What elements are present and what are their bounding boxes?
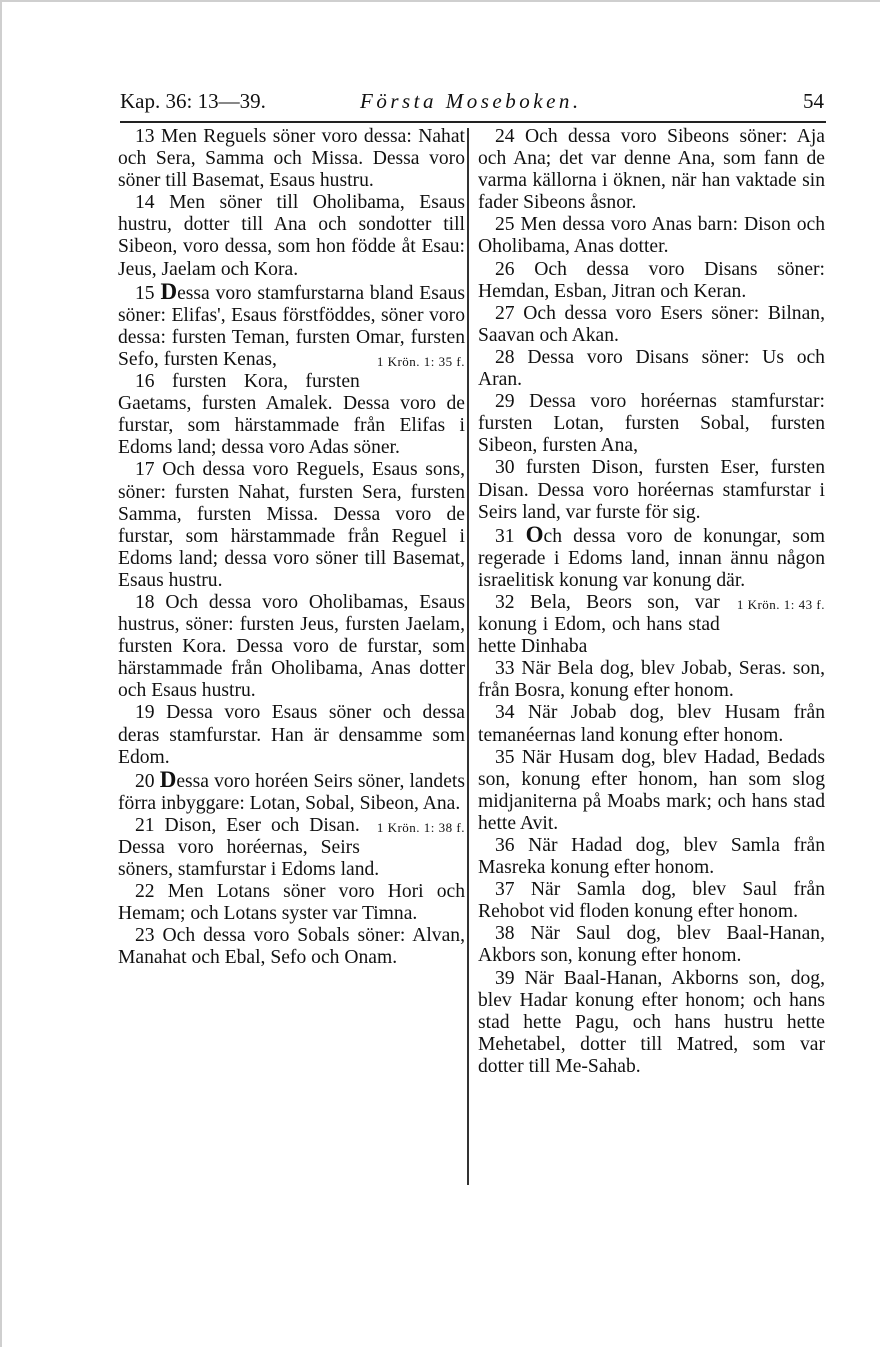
verse-text: När Samla dog, blev Saul från Rehobot vid floden konung efter honom.: [478, 879, 825, 923]
verse-number: 25: [495, 214, 515, 236]
verse-23: [118, 925, 465, 969]
verse-text: När Husam dog, blev Hadad, Bedads son, konung efter honom, han som slog midjaniterna på Moabs mark; och hans stad hette Avit.: [478, 746, 825, 834]
verse-text: fursten Kora, fursten Gaetams, fursten Amalek. Dessa voro de furstar, som härstammade från Elifas i Edoms land; dessa voro Adas söner.: [118, 371, 465, 459]
verse-36: [478, 835, 825, 879]
verse-number: 15: [135, 282, 155, 304]
verse-number: 23: [135, 925, 155, 947]
verse-number: 18: [135, 591, 155, 613]
verse-number: 31: [495, 525, 515, 547]
verse-text: Och dessa voro Disans söner: Hemdan, Esban, Jitran och Keran.: [478, 258, 825, 302]
verse-14: [118, 192, 465, 280]
verse-text: Men söner till Oholibama, Esaus hustru, dotter till Ana och sondotter till Sibeon, voro dessa, som hon födde åt Esau: Jeus, Jaelam och Kora.: [118, 192, 465, 280]
book-title: Första Moseboken.: [360, 89, 582, 113]
verse-text: När Saul dog, blev Baal-Hanan, Akbors son, konung efter honom.: [478, 923, 825, 967]
scan-edge-left: [0, 0, 2, 1347]
scan-edge-top: [0, 0, 880, 2]
verse-number: 28: [495, 346, 515, 368]
verse-number: 22: [135, 881, 155, 903]
verse-number: 19: [135, 702, 155, 724]
header-rule: [120, 121, 826, 123]
verse-text: När Bela dog, blev Jobab, Seras. son, från Bosra, konung efter honom.: [478, 658, 825, 702]
verse-number: 34: [495, 702, 515, 724]
verse-text: fursten Dison, fursten Eser, fursten Disan. Dessa voro horéernas stamfurstar i Seirs land, var furste för sig.: [478, 457, 825, 523]
page-number: 54: [803, 89, 824, 113]
verse-text: Dessa voro Disans söner: Us och Aran.: [478, 346, 825, 391]
verse-38: [478, 923, 825, 967]
verse-number: 14: [135, 192, 155, 214]
verse-19: [118, 702, 465, 768]
verse-29: [478, 391, 825, 457]
verse-number: 32: [495, 591, 515, 613]
verse-number: 38: [495, 923, 515, 945]
verse-number: 17: [135, 459, 155, 481]
verse-number: 33: [495, 658, 515, 680]
verse-text: Men dessa voro Anas barn: Dison och Oholibama, Anas dotter.: [478, 214, 825, 258]
cross-reference: 1 Krön. 1: 35 f.: [376, 353, 465, 369]
cross-reference: 1 Krön. 1: 43 f.: [736, 596, 825, 612]
verse-text: Bela, Beors son, var konung i Edom, och hans stad hette Dinhaba: [478, 591, 720, 658]
verse-25: [478, 214, 825, 258]
verse-text: ch dessa voro de konungar, som regerade i Edoms land, innan ännu någon israelitisk konung var konung där.: [478, 525, 825, 591]
cross-reference: 1 Krön. 1: 38 f.: [376, 819, 465, 835]
verse-number: 37: [495, 879, 515, 901]
verse-number: 27: [495, 302, 515, 324]
verse-text: Och dessa voro Sibeons söner: Aja och Ana; det var denne Ana, som fann de varma källorna i öknen, när han vaktade sin fader Sibeons åsnor.: [478, 126, 825, 214]
verse-number: 24: [495, 126, 515, 147]
verse-text: Dison, Eser och Disan. Dessa voro horéernas, Seirs söners, stamfurstar i Edoms land.: [118, 814, 380, 881]
verse-text: Och dessa voro Reguels, Esaus sons, söner: fursten Nahat, fursten Sera, fursten Samma, fursten Missa. Dessa voro de furstar, som härstammade från Reguel i Edoms land; dessa voro söner till Basemat, Esaus hustru.: [118, 459, 465, 591]
verse-33: [478, 658, 825, 702]
verse-18: [118, 592, 465, 702]
verse-number: 13: [135, 126, 155, 147]
verse-26: [478, 259, 825, 303]
section-initial: D: [160, 278, 178, 304]
verse-number: 20: [135, 770, 155, 792]
verse-15: [118, 278, 465, 371]
verse-number: 30: [495, 457, 515, 479]
verse-text: När Hadad dog, blev Samla från Masreka konung efter honom.: [478, 835, 825, 879]
column-divider: [467, 128, 469, 1185]
page-header: [120, 86, 826, 116]
verse-text: Och dessa voro Sobals söner: Alvan, Manahat och Ebal, Sefo och Onam.: [118, 925, 465, 969]
section-initial: O: [525, 521, 544, 547]
verse-number: 26: [495, 258, 515, 280]
verse-text: När Jobab dog, blev Husam från temanéernas land konung efter honom.: [478, 702, 825, 746]
verse-17: [118, 459, 465, 592]
verse-39: [478, 968, 825, 1078]
verse-text: essa voro horéen Seirs söner, landets förra inbyggare: Lotan, Sobal, Sibeon, Ana.: [118, 770, 465, 814]
verse-number: 35: [495, 746, 515, 768]
verse-24: [478, 126, 825, 214]
verse-13: [118, 126, 465, 192]
verse-number: 29: [495, 391, 515, 413]
verse-text: Och dessa voro Esers söner: Bilnan, Saavan och Akan.: [478, 302, 825, 346]
verse-number: 39: [495, 967, 515, 989]
verse-28: [478, 347, 825, 391]
verse-number: 21: [135, 814, 155, 836]
verse-34: [478, 702, 825, 746]
verse-text: När Baal-Hanan, Akborns son, dog, blev Hadar konung efter honom; och hans stad hette Pagu, och hans hustru hette Mehetabel, dotter till Matred, som var dotter till Me-Sahab.: [478, 967, 825, 1077]
verse-30: [478, 457, 825, 523]
verse-22: [118, 881, 465, 925]
verse-text: Dessa voro horéernas stamfurstar: fursten Lotan, fursten Sobal, fursten Sibeon, fursten Ana,: [478, 391, 825, 457]
section-initial: D: [159, 766, 177, 792]
verse-37: [478, 879, 825, 923]
verse-text: essa voro stamfurstarna bland Esaus söner: Elifas', Esaus förstföddes, söner voro dessa: fursten Teman, fursten Omar, fursten Sefo, fursten Kenas,: [118, 282, 465, 370]
verse-text: Men Lotans söner voro Hori och Hemam; och Lotans syster var Timna.: [118, 881, 465, 925]
verse-text: Och dessa voro Oholibamas, Esaus hustrus, söner: fursten Jeus, fursten Jaelam, fursten Kora. Dessa voro de furstar, som härstammade från Oholibama, Anas dotter och Esaus hustru.: [118, 591, 465, 702]
verse-number: 16: [135, 371, 155, 393]
verse-35: [478, 747, 825, 835]
chapter-reference: Kap. 36: 13—39.: [120, 89, 266, 113]
left-column: [118, 126, 465, 970]
verse-text: Men Reguels söner voro dessa: Nahat och Sera, Samma och Missa. Dessa voro söner till Basemat, Esaus hustru.: [118, 126, 465, 192]
right-column: [478, 126, 825, 1078]
verse-text: Dessa voro Esaus söner och dessa deras stamfurstar. Han är densamme som Edom.: [118, 702, 465, 768]
verse-27: [478, 303, 825, 347]
verse-16: [118, 371, 465, 459]
verse-number: 36: [495, 835, 515, 856]
